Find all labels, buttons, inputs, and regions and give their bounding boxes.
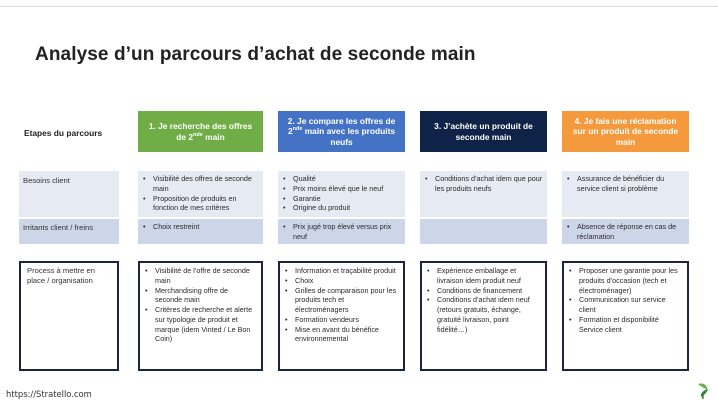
irritants-list-stage-4 (562, 219, 689, 242)
bullet-item: • Conditions d’achat idem que pour les produits neufs (424, 174, 543, 194)
bullet-item: • Proposition de produits en fonction de mes critères (142, 194, 259, 214)
bullet-item: • Critères de recherche et alerte sur typologie de produit et marque (idem Vinted / Le Bon Coin) (144, 305, 257, 344)
stage-4-title: 4. Je fais une réclamation sur un produit de seconde main (572, 115, 679, 147)
bullet-item: • Visibilité des offres de seconde main (142, 174, 259, 194)
stage-1-title: 1. Je recherche des offres de 2nde main (148, 121, 253, 142)
stage-header-2 (278, 111, 405, 152)
needs-list-stage-3 (420, 171, 547, 194)
irritants-cell-stage-2 (278, 219, 405, 244)
bullet-item: • Prix moins élevé que le neuf (282, 184, 383, 194)
irritants-list-stage-3 (420, 219, 428, 222)
bullet-item: • Formation et disponibilité Service client (568, 315, 683, 335)
irritants-list-stage-2 (278, 219, 405, 242)
bullet-item: • Garantie (282, 194, 383, 204)
row-label-irritants: Irritants client / freins (23, 223, 94, 232)
needs-band (19, 171, 699, 217)
footer-url[interactable]: https://Stratello.com (6, 389, 92, 399)
process-box-stage-1 (138, 261, 263, 371)
bullet-item: • Merchandising offre de seconde main (144, 286, 257, 306)
bullet-item: • Visibilité de l’offre de seconde main (144, 266, 257, 286)
process-label-box (19, 261, 119, 371)
bullet-item: • Mise en avant du bénéfice environnemental (284, 325, 399, 345)
process-list-stage-3 (426, 266, 541, 334)
row-label-process: Process à mettre en place / organisation (27, 266, 95, 286)
process-list-stage-2 (284, 266, 399, 344)
bullet-item: • Choix (284, 276, 399, 286)
process-box-stage-2 (278, 261, 405, 371)
top-divider (0, 6, 718, 7)
row-label-stages: Etapes du parcours (24, 128, 103, 138)
bullet-item: • Absence de réponse en cas de réclamation (566, 222, 685, 242)
irritants-cell-stage-3 (420, 219, 547, 244)
stage-header-1 (138, 111, 263, 152)
bullet-item: • Grilles de comparaison pour les produits tech et électroménagers (284, 286, 399, 315)
irritants-cell-stage-1 (138, 219, 263, 244)
irritants-cell-stage-4 (562, 219, 689, 244)
needs-list-stage-2 (278, 171, 387, 213)
bullet-item: • Conditions de financement (426, 286, 541, 296)
bullet-item: • Expérience emballage et livraison idem produit neuf (426, 266, 541, 286)
needs-cell-stage-3 (420, 171, 547, 217)
bullet-item: • Conditions d’achat idem neuf (retours gratuits, échange, gratuité livraison, point fidélité…) (426, 295, 541, 334)
irritants-band (19, 219, 699, 244)
row-label-needs: Besoins client (23, 176, 70, 185)
page-title: Analyse d’un parcours d’achat de seconde main (35, 44, 476, 65)
bullet-item: • Prix jugé trop élevé versus prix neuf (282, 222, 401, 242)
stage-3-title: 3. J’achète un produit de seconde main (434, 121, 533, 142)
bullet-item: • Assurance de bénéficier du service client si problème (566, 174, 685, 194)
stratello-leaf-logo-icon (695, 381, 711, 400)
needs-cell-stage-4 (562, 171, 689, 217)
needs-cell-stage-2 (278, 171, 405, 217)
irritants-label-cell (19, 219, 119, 244)
needs-cell-stage-1 (138, 171, 263, 217)
bullet-item: • Qualité (282, 174, 383, 184)
bullet-item: • Choix restreint (142, 222, 199, 232)
bullet-item: • Formation vendeurs (284, 315, 399, 325)
bullet-item: • Information et traçabilité produit (284, 266, 399, 276)
process-list-stage-4 (568, 266, 683, 334)
needs-list-stage-4 (562, 171, 689, 194)
irritants-list-stage-1 (138, 219, 203, 232)
stage-2-title: 2. Je compare les offres de 2nde main avec les produits neufs (287, 115, 396, 147)
process-box-stage-4 (562, 261, 689, 371)
needs-label-cell (19, 171, 119, 217)
bullet-item: • Communication sur service client (568, 295, 683, 315)
stage-header-3 (420, 111, 547, 152)
stage-header-4 (562, 111, 689, 152)
process-list-stage-1 (144, 266, 257, 344)
needs-list-stage-1 (138, 171, 263, 213)
bullet-item: • Origine du produit (282, 203, 383, 213)
bullet-item: • Proposer une garantie pour les produits d’occasion (tech et électroménager) (568, 266, 683, 295)
process-box-stage-3 (420, 261, 547, 371)
